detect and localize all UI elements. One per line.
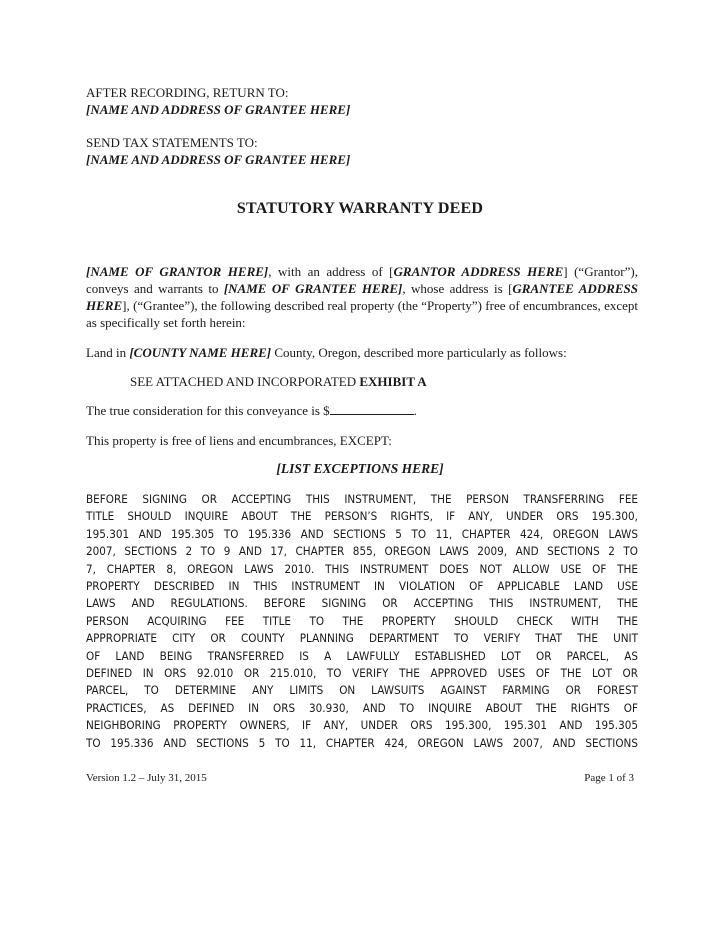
grant-paragraph (86, 263, 638, 331)
notice-line: 195.301 AND 195.305 TO 195.336 AND SECTIONS 5 TO 11, CHAPTER 424, OREGON LAWS (86, 526, 638, 541)
footer-page-number: Page 1 of 3 (584, 772, 634, 784)
exceptions-placeholder: [LIST EXCEPTIONS HERE] (276, 461, 444, 476)
notice-line: DEFINED IN ORS 92.010 OR 215.010, TO VERIFY THE APPROVED USES OF THE LOT OR (86, 666, 638, 681)
land-paragraph (86, 344, 638, 361)
grant-text-1: , with an address of [ (268, 264, 394, 279)
land-use-notice (86, 491, 638, 752)
consideration-line (86, 402, 638, 419)
document-title: STATUTORY WARRANTY DEED (236, 200, 484, 217)
notice-line: 7, CHAPTER 8, OREGON LAWS 2010. THIS INSTRUMENT DOES NOT ALLOW USE OF THE (86, 561, 638, 576)
notice-line: PRACTICES, AS DEFINED IN ORS 30.930, AND TO INQUIRE ABOUT THE RIGHTS OF (86, 700, 638, 715)
tax-statements-label: SEND TAX STATEMENTS TO: (86, 135, 258, 150)
tax-statements-name: [NAME AND ADDRESS OF GRANTEE HERE] (86, 152, 351, 167)
liens-line: This property is free of liens and encumbrances, EXCEPT: (86, 433, 392, 448)
notice-line: TO 195.336 AND SECTIONS 5 TO 11, CHAPTER 424, OREGON LAWS 2007, AND SECTIONS (86, 735, 638, 750)
grantee-address: GRANTEE ADDRESS HERE (86, 281, 638, 313)
notice-line: NEIGHBORING PROPERTY OWNERS, IF ANY, UNDER ORS 195.300, 195.301 AND 195.305 (86, 718, 638, 733)
notice-line: PERSON ACQUIRING FEE TITLE TO THE PROPERTY SHOULD CHECK WITH THE (86, 613, 638, 628)
return-to-block (86, 84, 638, 118)
notice-line: OF LAND BEING TRANSFERRED IS A LAWFULLY ESTABLISHED LOT OR PARCEL, AS (86, 648, 638, 663)
notice-line: LAWS AND REGULATIONS. BEFORE SIGNING OR ACCEPTING THIS INSTRUMENT, THE (86, 596, 638, 611)
return-to-name: [NAME AND ADDRESS OF GRANTEE HERE] (86, 102, 351, 117)
return-to-label: AFTER RECORDING, RETURN TO: (86, 85, 289, 100)
notice-line: 2007, SECTIONS 2 TO 9 AND 17, CHAPTER 855, OREGON LAWS 2009, AND SECTIONS 2 TO (86, 544, 638, 559)
grant-text-2: ] (“Grantor”), conveys and warrants to (86, 264, 638, 296)
exhibit-text: SEE ATTACHED AND INCORPORATED (130, 374, 360, 389)
land-text-2: County, Oregon, described more particularly as follows: (271, 345, 567, 360)
notice-line: TITLE SHOULD INQUIRE ABOUT THE PERSON’S RIGHTS, IF ANY, UNDER ORS 195.300, (86, 509, 638, 524)
consideration-blank (330, 403, 414, 415)
notice-line: PARCEL, TO DETERMINE ANY LIMITS ON LAWSUITS AGAINST FARMING OR FOREST (86, 683, 638, 698)
grant-text-3: , whose address is [ (402, 281, 513, 296)
grantor-address: GRANTOR ADDRESS HERE (393, 264, 564, 279)
footer-version: Version 1.2 – July 31, 2015 (86, 772, 207, 784)
grantor-name: [NAME OF GRANTOR HERE] (86, 264, 269, 279)
notice-line: BEFORE SIGNING OR ACCEPTING THIS INSTRUMENT, THE PERSON TRANSFERRING FEE (86, 492, 638, 506)
consideration-text: The true consideration for this conveyance is $ (86, 403, 330, 418)
exhibit-line (130, 373, 630, 390)
notice-line: PROPERTY DESCRIBED IN THIS INSTRUMENT IN VIOLATION OF APPLICABLE LAND USE (86, 579, 638, 594)
notice-line: APPROPRIATE CITY OR COUNTY PLANNING DEPARTMENT TO VERIFY THAT THE UNIT (86, 631, 638, 646)
exhibit-label: EXHIBIT A (359, 374, 427, 389)
grantee-name: [NAME OF GRANTEE HERE] (223, 281, 403, 296)
land-text-1: Land in (86, 345, 130, 360)
consideration-end: . (413, 403, 417, 418)
tax-statements-block (86, 134, 638, 168)
grant-text-4: ], (“Grantee”), the following described real property (the “Property”) free of encumbrances, except as specifically set forth herein: (86, 298, 638, 330)
county-name: [COUNTY NAME HERE] (129, 345, 272, 360)
